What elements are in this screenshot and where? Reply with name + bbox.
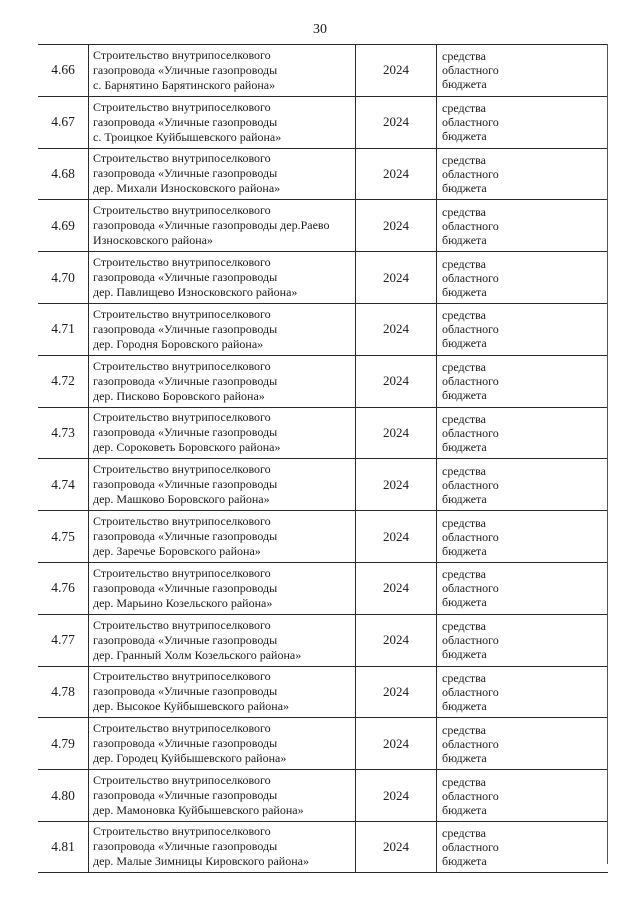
description-line: Износковского района»	[93, 233, 213, 248]
description-line: Строительство внутрипоселкового	[93, 99, 271, 114]
row-funding-source	[436, 770, 608, 821]
row-year: 2024	[383, 632, 409, 648]
description-line: газопровода «Уличные газопроводы	[93, 166, 278, 181]
description-line: газопровода «Уличные газопроводы	[93, 321, 278, 336]
row-number: 4.71	[51, 321, 75, 337]
description-line: Строительство внутрипоселкового	[93, 721, 271, 736]
row-number: 4.78	[51, 683, 75, 699]
row-number: 4.76	[51, 580, 75, 596]
description-line: дер. Городня Боровского района»	[93, 336, 264, 351]
table-row	[38, 148, 608, 200]
description-line: газопровода «Уличные газопроводы	[93, 580, 278, 595]
row-description-text	[93, 359, 277, 404]
row-number: 4.68	[51, 165, 75, 181]
funding-source-text: средства областного бюджета	[442, 204, 499, 247]
row-description	[88, 97, 356, 148]
description-line: газопровода «Уличные газопроводы	[93, 529, 278, 544]
row-description-text	[93, 255, 297, 300]
description-line: дер. Сороковеть Боровского района»	[93, 440, 281, 455]
description-line: с. Троицкое Куйбышевского района»	[93, 129, 282, 144]
row-year: 2024	[383, 838, 409, 854]
description-line: газопровода «Уличные газопроводы дер.Раево	[93, 218, 330, 233]
row-year: 2024	[383, 217, 409, 233]
row-funding-source	[436, 252, 608, 303]
row-funding-source	[436, 45, 608, 96]
table-row	[38, 614, 608, 666]
row-funding-source	[436, 615, 608, 666]
table-row	[38, 251, 608, 303]
row-description	[88, 304, 356, 355]
row-year: 2024	[383, 424, 409, 440]
funding-source-text: средства областного бюджета	[442, 670, 499, 713]
description-line: дер. Павлищево Износковского района»	[93, 285, 298, 300]
row-year: 2024	[383, 114, 409, 130]
row-description	[88, 252, 356, 303]
row-description	[88, 200, 356, 251]
description-line: Строительство внутрипоселкового	[93, 203, 271, 218]
row-description-text	[93, 100, 281, 145]
funding-source-text: средства областного бюджета	[442, 411, 499, 454]
funding-source-text: средства областного бюджета	[442, 774, 499, 817]
row-year: 2024	[383, 528, 409, 544]
description-line: дер. Высокое Куйбышевского района»	[93, 699, 290, 714]
description-line: Строительство внутрипоселкового	[93, 462, 271, 477]
row-number: 4.73	[51, 424, 75, 440]
row-year: 2024	[383, 165, 409, 181]
description-line: газопровода «Уличные газопроводы	[93, 270, 278, 285]
row-funding-source	[436, 718, 608, 769]
row-year: 2024	[383, 580, 409, 596]
right-margin-rule	[607, 44, 608, 864]
row-funding-source	[436, 200, 608, 251]
table-row	[38, 510, 608, 562]
funding-source-text: средства областного бюджета	[442, 49, 499, 92]
description-line: дер. Марьино Козельского района»	[93, 595, 273, 610]
row-funding-source	[436, 667, 608, 718]
row-number: 4.80	[51, 787, 75, 803]
description-line: газопровода «Уличные газопроводы	[93, 114, 278, 129]
row-number: 4.69	[51, 217, 75, 233]
funding-source-text: средства областного бюджета	[442, 308, 499, 351]
description-line: Строительство внутрипоселкового	[93, 47, 271, 62]
row-year: 2024	[383, 476, 409, 492]
row-funding-source	[436, 511, 608, 562]
description-line: дер. Мамоновка Куйбышевского района»	[93, 803, 304, 818]
funding-source-text: средства областного бюджета	[442, 825, 499, 868]
description-line: газопровода «Уличные газопроводы	[93, 684, 278, 699]
row-number: 4.67	[51, 114, 75, 130]
table-row	[38, 96, 608, 148]
row-description	[88, 615, 356, 666]
table-row	[38, 303, 608, 355]
funding-source-text: средства областного бюджета	[442, 256, 499, 299]
row-description-text	[93, 307, 277, 352]
funding-source-text: средства областного бюджета	[442, 360, 499, 403]
description-line: Строительство внутрипоселкового	[93, 410, 271, 425]
description-line: Строительство внутрипоселкового	[93, 565, 271, 580]
row-funding-source	[436, 304, 608, 355]
row-description-text	[93, 773, 304, 818]
funding-source-text: средства областного бюджета	[442, 722, 499, 765]
description-line: Строительство внутрипоселкового	[93, 255, 271, 270]
description-line: газопровода «Уличные газопроводы	[93, 62, 278, 77]
table-row	[38, 458, 608, 510]
row-description-text	[93, 151, 280, 196]
description-line: Строительство внутрипоселкового	[93, 773, 271, 788]
row-year: 2024	[383, 787, 409, 803]
row-number: 4.66	[51, 62, 75, 78]
description-line: газопровода «Уличные газопроводы	[93, 373, 278, 388]
row-year: 2024	[383, 269, 409, 285]
row-description	[88, 563, 356, 614]
row-description-text	[93, 203, 330, 248]
description-line: газопровода «Уличные газопроводы	[93, 632, 278, 647]
row-year: 2024	[383, 373, 409, 389]
description-line: Строительство внутрипоселкового	[93, 824, 271, 839]
row-description-text	[93, 566, 277, 611]
page-number: 30	[313, 22, 327, 37]
table-row	[38, 199, 608, 251]
table-row	[38, 355, 608, 407]
row-year: 2024	[383, 683, 409, 699]
funding-source-text: средства областного бюджета	[442, 463, 499, 506]
row-funding-source	[436, 408, 608, 459]
description-line: Строительство внутрипоселкового	[93, 151, 271, 166]
table-row	[38, 769, 608, 821]
row-number: 4.77	[51, 632, 75, 648]
funding-source-text: средства областного бюджета	[442, 515, 499, 558]
funding-source-text: средства областного бюджета	[442, 101, 499, 144]
row-description-text	[93, 514, 277, 559]
row-number: 4.72	[51, 373, 75, 389]
row-description	[88, 822, 356, 872]
row-description	[88, 459, 356, 510]
row-year: 2024	[383, 735, 409, 751]
row-funding-source	[436, 356, 608, 407]
row-funding-source	[436, 459, 608, 510]
description-line: дер. Городец Куйбышевского района»	[93, 751, 287, 766]
row-number: 4.74	[51, 476, 75, 492]
row-number: 4.81	[51, 838, 75, 854]
table-row	[38, 407, 608, 459]
row-year: 2024	[383, 321, 409, 337]
description-line: дер. Гранный Холм Козельского района»	[93, 647, 302, 662]
row-description-text	[93, 824, 309, 869]
row-description-text	[93, 410, 280, 455]
table-row	[38, 717, 608, 769]
table-row	[38, 44, 608, 96]
row-funding-source	[436, 149, 608, 200]
description-line: Строительство внутрипоселкового	[93, 669, 271, 684]
description-line: газопровода «Уличные газопроводы	[93, 736, 278, 751]
row-description-text	[93, 721, 286, 766]
row-description	[88, 718, 356, 769]
description-line: газопровода «Уличные газопроводы	[93, 425, 278, 440]
description-line: Строительство внутрипоселкового	[93, 514, 271, 529]
funding-source-text: средства областного бюджета	[442, 619, 499, 662]
description-line: с. Барнятино Барятинского района»	[93, 77, 276, 92]
row-funding-source	[436, 563, 608, 614]
row-description-text	[93, 618, 301, 663]
row-description	[88, 408, 356, 459]
row-number: 4.75	[51, 528, 75, 544]
row-description	[88, 667, 356, 718]
description-line: дер. Михали Износковского района»	[93, 181, 281, 196]
description-line: дер. Заречье Боровского района»	[93, 544, 261, 559]
description-line: Строительство внутрипоселкового	[93, 617, 271, 632]
table-row	[38, 821, 608, 873]
description-line: Строительство внутрипоселкового	[93, 358, 271, 373]
description-line: дер. Малые Зимницы Кировского района»	[93, 854, 309, 869]
row-funding-source	[436, 97, 608, 148]
row-description	[88, 770, 356, 821]
description-line: дер. Машково Боровского района»	[93, 492, 270, 507]
row-number: 4.70	[51, 269, 75, 285]
row-description-text	[93, 462, 277, 507]
row-description-text	[93, 48, 277, 93]
table-row	[38, 562, 608, 614]
table-row	[38, 666, 608, 718]
description-line: газопровода «Уличные газопроводы	[93, 839, 278, 854]
row-description	[88, 45, 356, 96]
description-line: газопровода «Уличные газопроводы	[93, 477, 278, 492]
row-description	[88, 149, 356, 200]
row-description	[88, 511, 356, 562]
row-year: 2024	[383, 62, 409, 78]
table	[38, 44, 608, 873]
row-number: 4.79	[51, 735, 75, 751]
row-description-text	[93, 669, 289, 714]
funding-source-text: средства областного бюджета	[442, 567, 499, 610]
row-description	[88, 356, 356, 407]
funding-source-text: средства областного бюджета	[442, 152, 499, 195]
description-line: Строительство внутрипоселкового	[93, 306, 271, 321]
row-funding-source	[436, 822, 608, 872]
description-line: дер. Писково Боровского района»	[93, 388, 265, 403]
description-line: газопровода «Уличные газопроводы	[93, 788, 278, 803]
